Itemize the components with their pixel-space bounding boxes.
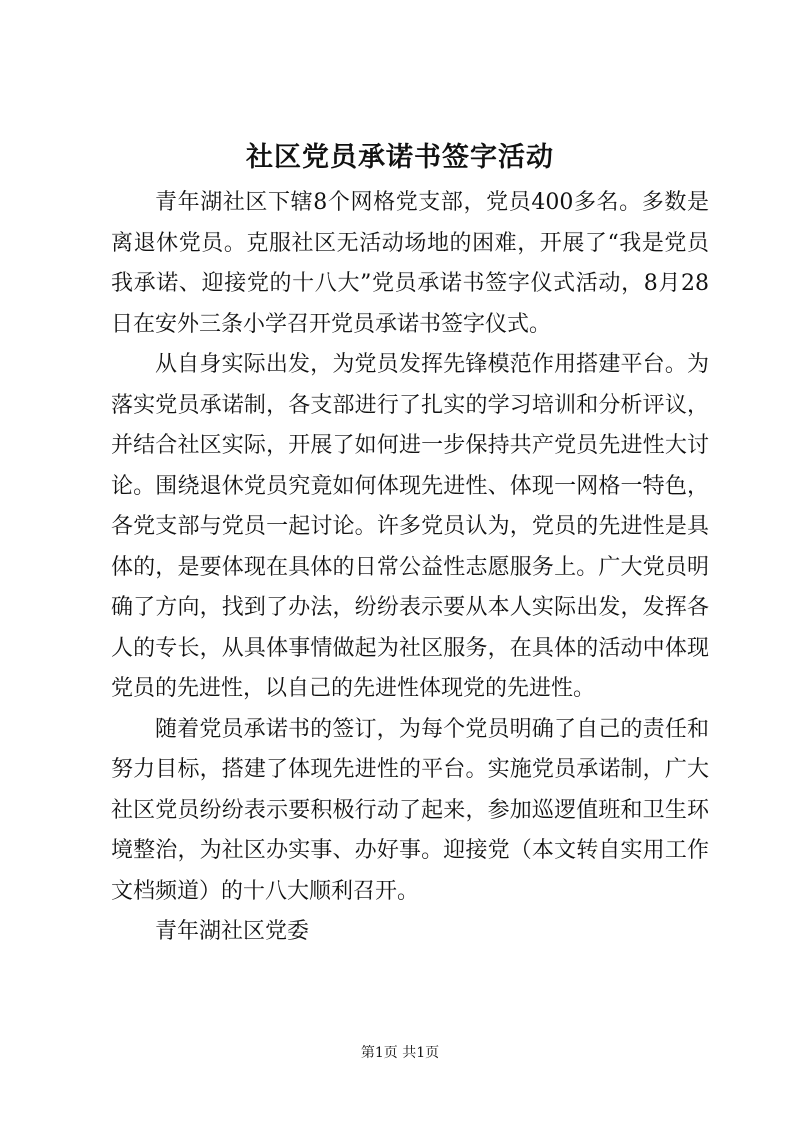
signature: 青年湖社区党委 xyxy=(155,919,310,944)
document-title: 社区党员承诺书签字活动 xyxy=(246,142,554,173)
paragraph-1: 青年湖社区下辖8个网格党支部，党员400多名。多数是离退休党员。克服社区无活动场地的困难，开展了“我是党员我承诺、迎接党的十八大”党员承诺书签字仪式活动，8月28日在安外三条小学召开党员承诺书签字仪式。 xyxy=(111,190,709,337)
paragraph-3: 随着党员承诺书的签订，为每个党员明确了自己的责任和努力目标，搭建了体现先进性的平台。实施党员承诺制，广大社区党员纷纷表示要积极行动了起来，参加巡逻值班和卫生环境整治，为社区办实事、办好事。迎接党（本文转自实用工作文档频道）的十八大顺利召开。 xyxy=(111,716,709,904)
paragraph-2: 从自身实际出发，为党员发挥先锋模范作用搭建平台。为落实党员承诺制，各支部进行了扎实的学习培训和分析评议，并结合社区实际，开展了如何进一步保持共产党员先进性大讨论。围绕退休党员究竟如何体现先进性、体现一网格一特色，各党支部与党员一起讨论。许多党员认为，党员的先进性是具体的，是要体现在具体的日常公益性志愿服务上。广大党员明确了方向，找到了办法，纷纷表示要从本人实际出发，发挥各人的专长，从具体事情做起为社区服务，在具体的活动中体现党员的先进性，以自己的先进性体现党的先进性。 xyxy=(111,352,709,701)
page-footer: 第1页 共1页 xyxy=(360,1045,440,1061)
document-body xyxy=(111,183,709,953)
